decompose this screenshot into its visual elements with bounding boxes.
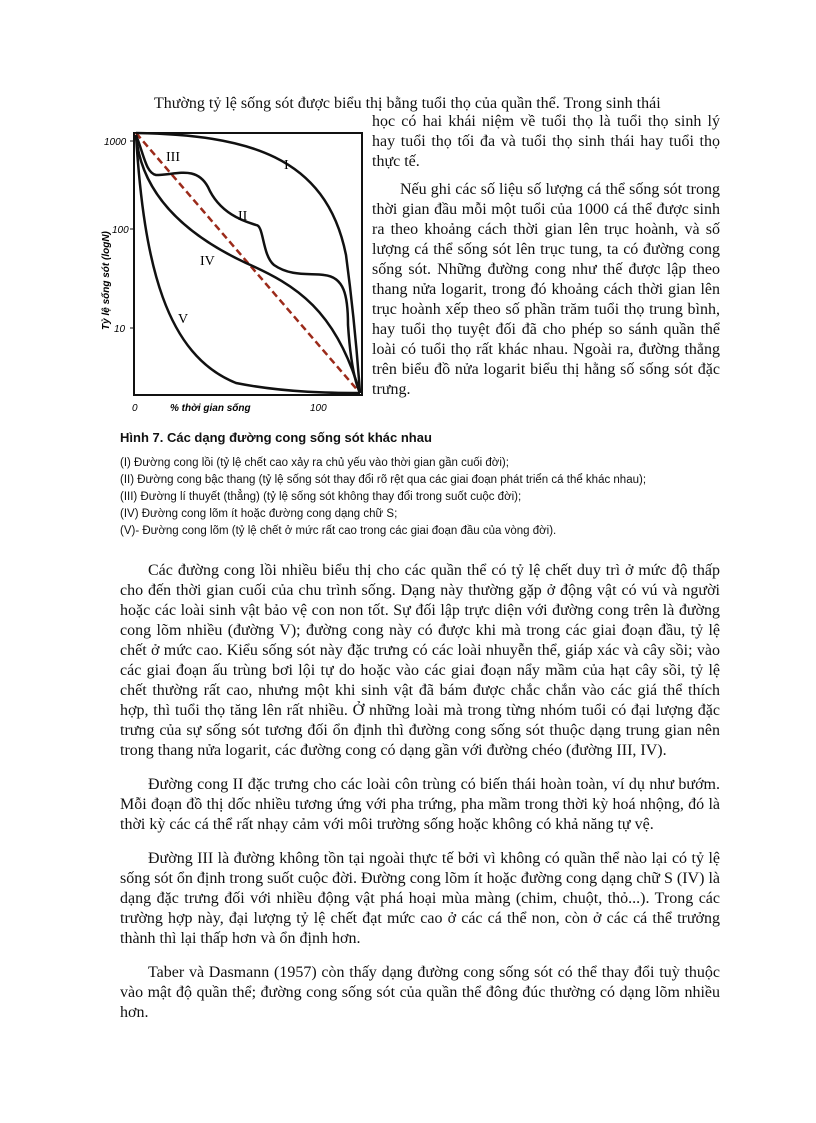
figure-legend [120, 455, 720, 540]
legend-item: (II) Đường cong bậc thang (tỷ lệ sống sót thay đổi rõ rệt qua các giai đoạn phát triển cá thể khác nhau); [120, 474, 647, 486]
y-tick-label-100: 100 [112, 225, 129, 236]
y-tick-label-1000: 1000 [104, 137, 127, 148]
curve-label-I: I [284, 158, 289, 173]
side-paragraph: Nếu ghi các số liệu số lượng cá thể sống sót trong thời gian đầu mỗi một tuổi của 1000 cá thể được sinh ra theo khoảng cách thời gian lên trục hoành, và số lượng cá thể sống sót lên trục tung, ta có đường cong sống sót. Những đường cong như thế được lập theo thang nửa logarit, trong đó khoảng cách thời gian lên trục hoành xếp theo số phần trăm tuổi thọ trung bình, hay tuổi thọ tuyệt đối đã cho phép so sánh quần thể loài có tuổi thọ rất khác nhau. Ngoài ra, đường thẳng trên biểu đồ nửa logarit biểu thị hằng số sống sót đặc trưng. [372, 181, 720, 398]
intro-line: Thường tỷ lệ sống sót được biểu thị bằng tuổi thọ của quần thể. Trong sinh thái [154, 95, 661, 112]
figure-caption: Hình 7. Các dạng đường cong sống sót khác nhau [120, 430, 432, 445]
x-axis-label: % thời gian sống [170, 403, 251, 414]
curve-label-V: V [178, 312, 189, 327]
legend-item: (I) Đường cong lồi (tỷ lệ chết cao xảy ra chủ yếu vào thời gian gần cuối đời); [120, 457, 509, 469]
side-paragraph: học có hai khái niệm về tuổi thọ là tuổi thọ sinh lý hay tuổi thọ tối đa và tuổi thọ sinh thái hay tuổi thọ thực tế. [372, 113, 720, 170]
legend-item: (V)- Đường cong lõm (tỷ lệ chết ở mức rất cao trong các giai đoạn đầu của vòng đời). [120, 525, 557, 537]
y-tick-label-10: 10 [114, 324, 126, 335]
curve-label-IV: IV [200, 254, 215, 269]
survivorship-chart [96, 125, 366, 415]
y-axis-label: Tỷ lệ sống sót (logN) [101, 231, 112, 330]
legend-item: (III) Đường lí thuyết (thẳng) (tỷ lệ sống sót không thay đổi trong suốt cuộc đời); [120, 491, 522, 503]
x-tick-label-0: 0 [132, 403, 138, 414]
curve-label-III: III [166, 150, 180, 165]
side-text [372, 112, 720, 400]
body-paragraph: Đường cong II đặc trưng cho các loài côn trùng có biến thái hoàn toàn, ví dụ như bướm. Mỗi đoạn đồ thị dốc nhiều tương ứng với pha trứng, pha mầm trong thời kỳ hoá nhộng, đó là thời kỳ các cá thể rất nhạy cảm với môi trường sống hoặc không có khả năng tự vệ. [120, 776, 720, 833]
body-paragraph: Các đường cong lồi nhiều biểu thị cho các quần thể có tỷ lệ chết duy trì ở mức độ thấp cho đến thời gian cuối của chu trình sống. Dạng này thường gặp ở động vật có vú và người hoặc các loài sinh vật bảo vệ con non tốt. Sự đối lập trực diện với đường cong trên là đường cong lõm nhiều (đường V); đường cong này có được khi mà trong các giai đoạn đầu, tỷ lệ chết ở mức cao. Kiểu sống sót này đặc trưng có các loài nhuyễn thể, giáp xác và cây sồi; vào các giai đoạn ấu trùng bơi lội tự do hoặc vào các giai đoạn nẩy mầm của hạt cây sồi, tỷ lệ chết thường rất cao, nhưng một khi sinh vật đã bám được chắc chắn vào các giá thể thích hợp, thì tuổi thọ tăng lên rất nhiều. Ở những loài mà trong từng nhóm tuổi có đại lượng đặc trưng của sự sống sót tương đối ổn định thì đường cong sống sót thuộc dạng trung gian nên trong thang nửa logarit, các đường cong có dạng gần với đường chéo (đường III, IV). [120, 562, 720, 759]
curve-label-II: II [238, 209, 248, 224]
legend-item: (IV) Đường cong lõm ít hoặc đường cong dạng chữ S; [120, 508, 398, 520]
x-tick-label-100: 100 [310, 403, 327, 414]
body-paragraph: Taber và Dasmann (1957) còn thấy dạng đường cong sống sót có thể thay đổi tuỳ thuộc vào mật độ quần thể; đường cong sống sót của quần thể đông đúc thường có dạng lõm nhiều hơn. [120, 964, 720, 1021]
survivorship-figure [96, 125, 366, 415]
body-text [120, 561, 720, 1023]
body-paragraph: Đường III là đường không tồn tại ngoài thực tế bởi vì không có quần thể nào lại có tỷ lệ sống sót ổn định trong suốt cuộc đời. Đường cong lõm ít hoặc đường cong dạng chữ S (IV) là dạng đặc trưng đối với nhiều động vật phá hoại mùa màng (chim, chuột, thỏ...). Trong các trường hợp này, đại lượng tỷ lệ chết đạt mức cao ở các cá thể non, còn ở các cá thể trưởng thành thì lại thấp hơn và ổn định hơn. [120, 850, 720, 947]
